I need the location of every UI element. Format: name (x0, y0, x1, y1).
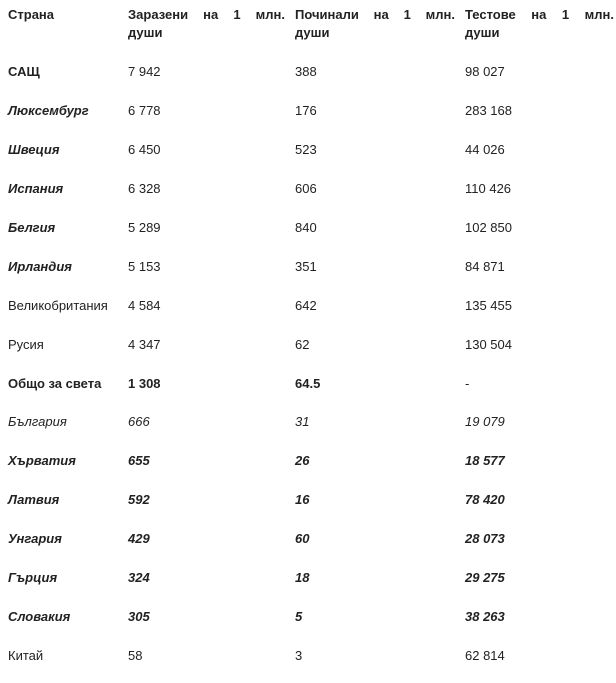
tests-cell: 98 027 (465, 64, 505, 80)
table-row (0, 131, 616, 170)
deaths-cell: 3 (295, 647, 303, 663)
country-cell: Унгария (8, 531, 62, 547)
infected-cell: 58 (128, 647, 143, 663)
country-cell: Испания (8, 181, 64, 197)
deaths-cell: 523 (295, 142, 317, 158)
tests-cell: 29 275 (465, 570, 505, 586)
deaths-cell: 606 (295, 181, 317, 197)
infected-cell: 4 584 (128, 297, 161, 313)
country-cell: Латвия (8, 492, 60, 508)
table-row (0, 53, 616, 92)
infected-cell: 7 942 (128, 64, 161, 80)
infected-cell: 5 289 (128, 220, 161, 235)
deaths-cell: 64.5 (295, 375, 321, 391)
infected-cell: 305 (128, 608, 150, 624)
table-row (0, 597, 616, 636)
country-cell: Швеция (8, 142, 60, 158)
country-cell: Русия (8, 336, 44, 352)
deaths-cell: 176 (295, 103, 317, 119)
table-row (0, 286, 616, 325)
tests-cell: 110 426 (465, 181, 512, 197)
table-row (0, 520, 616, 559)
tests-cell: 18 577 (465, 453, 505, 469)
tests-cell: - (465, 375, 470, 391)
tests-cell: 84 871 (465, 258, 505, 274)
deaths-cell: 351 (295, 258, 317, 274)
tests-cell: 62 814 (465, 647, 505, 663)
deaths-cell: 18 (295, 570, 310, 586)
table-row (0, 209, 616, 248)
country-cell: Словакия (8, 608, 71, 624)
table-row (0, 636, 616, 675)
country-cell: Ирландия (8, 258, 72, 274)
country-cell: България (8, 414, 67, 430)
header-country: Страна (8, 7, 55, 22)
tests-cell: 28 073 (465, 531, 505, 547)
table-header-row (0, 0, 616, 53)
tests-cell: 19 079 (465, 414, 505, 430)
infected-cell: 4 347 (128, 336, 161, 352)
country-cell: Хърватия (8, 453, 76, 469)
infected-cell: 6 328 (128, 181, 161, 197)
tests-cell: 130 504 (465, 336, 512, 352)
header-deaths-per-million: Починали на 1 млн. души (295, 7, 455, 40)
deaths-cell: 5 (295, 608, 303, 624)
deaths-cell: 642 (295, 297, 317, 313)
deaths-cell: 60 (295, 531, 310, 547)
table-row (0, 481, 616, 520)
tests-cell: 135 455 (465, 297, 512, 313)
tests-cell: 38 263 (465, 608, 505, 624)
country-cell: Гърция (8, 570, 58, 586)
infected-cell: 324 (128, 570, 150, 586)
tests-cell: 102 850 (465, 220, 512, 235)
tests-cell: 78 420 (465, 492, 505, 508)
country-cell: Общо за света (8, 375, 102, 391)
country-cell: Люксембург (8, 103, 89, 119)
deaths-cell: 16 (295, 492, 310, 508)
deaths-cell: 31 (295, 414, 310, 430)
table-row-bulgaria (0, 403, 616, 442)
infected-cell: 5 153 (128, 258, 161, 274)
infected-cell: 666 (128, 414, 150, 430)
country-cell: Китай (8, 647, 44, 663)
infected-cell: 1 308 (128, 375, 161, 391)
table-row (0, 559, 616, 598)
infected-cell: 429 (128, 531, 150, 547)
table-row (0, 325, 616, 364)
tests-cell: 283 168 (465, 103, 512, 119)
deaths-cell: 26 (295, 453, 310, 469)
infected-cell: 6 778 (128, 103, 161, 119)
table-row (0, 170, 616, 209)
country-cell: Белгия (8, 220, 56, 235)
tests-cell: 44 026 (465, 142, 505, 158)
table-row (0, 247, 616, 286)
country-cell: САЩ (8, 64, 40, 80)
table-row (0, 442, 616, 481)
deaths-cell: 62 (295, 336, 310, 352)
deaths-cell: 388 (295, 64, 317, 80)
table-row-world-total (0, 364, 616, 403)
infected-cell: 655 (128, 453, 150, 469)
header-tests-per-million: Тестове на 1 млн. души (465, 7, 614, 40)
country-cell: Великобритания (8, 297, 108, 313)
infected-cell: 6 450 (128, 142, 161, 158)
deaths-cell: 840 (295, 220, 317, 235)
infected-cell: 592 (128, 492, 150, 508)
table-row (0, 92, 616, 131)
header-infected-per-million: Заразени на 1 млн. души (128, 7, 285, 40)
